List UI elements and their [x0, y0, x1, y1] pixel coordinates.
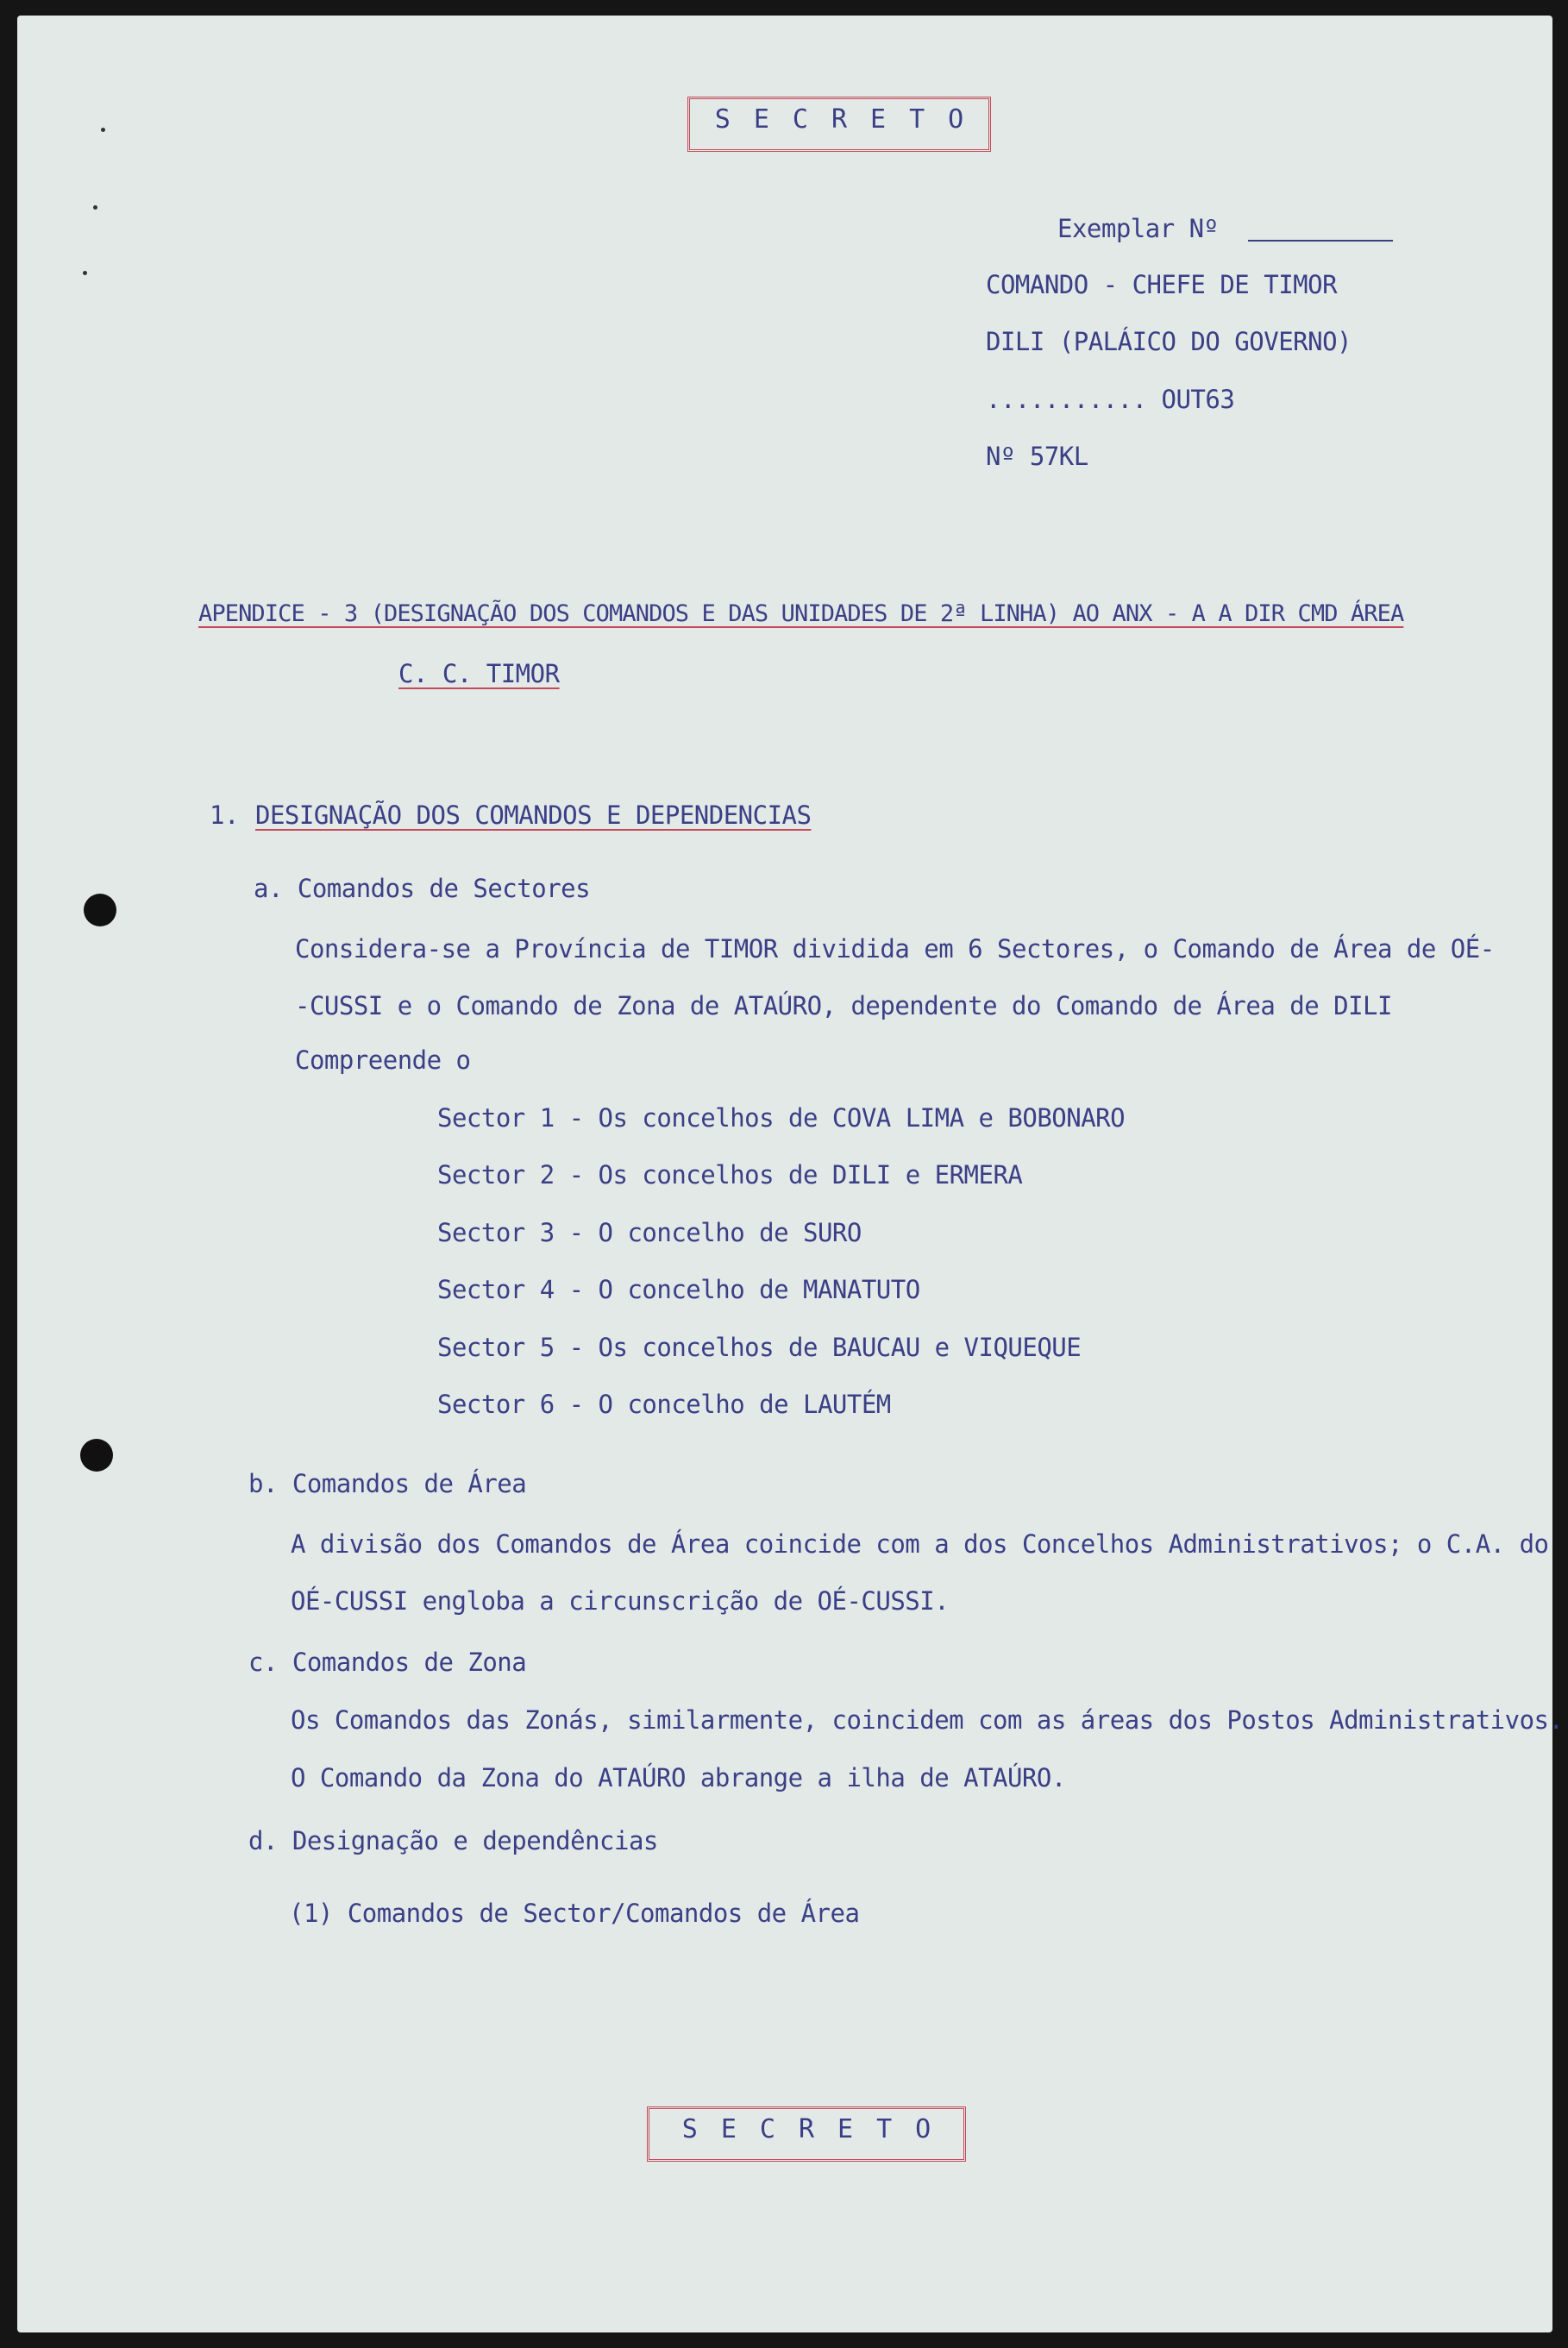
exemplar-label: Exemplar Nº — [1057, 214, 1219, 243]
item-c-text: Os Comandos das Zonás, similarmente, coincidem com as áreas dos Postos Administrativos. — [291, 1705, 1564, 1735]
secreto-stamp-top: SECRETO — [687, 97, 991, 152]
secreto-stamp-bottom: SECRETO — [647, 2106, 966, 2162]
paper-speck — [101, 128, 105, 132]
item-a-text: Considera-se a Província de TIMOR dividida em 6 Sectores, o Comando de Área de OÉ- — [295, 934, 1495, 964]
item-b-text: OÉ-CUSSI engloba a circunscrição de OÉ-CUSSI. — [291, 1586, 950, 1616]
exemplar-blank — [1248, 240, 1393, 242]
header-line-dili: DILI (PALÁICO DO GOVERNO) — [986, 327, 1352, 356]
item-a-text: -CUSSI e o Comando de Zona de ATAÚRO, dependente do Comando de Área de DILI — [295, 991, 1392, 1020]
sector-line: Sector 3 - O concelho de SURO — [437, 1218, 862, 1247]
sector-line: Sector 4 - O concelho de MANATUTO — [437, 1275, 920, 1304]
sector-line: Sector 5 - Os concelhos de BAUCAU e VIQUEQUE — [437, 1333, 1082, 1362]
item-c-text: O Comando da Zona do ATAÚRO abrange a ilha de ATAÚRO. — [291, 1763, 1066, 1792]
punch-hole — [84, 894, 116, 926]
sector-line: Sector 6 - O concelho de LAUTÉM — [437, 1390, 891, 1419]
punch-hole — [80, 1439, 113, 1472]
section-heading: DESIGNAÇÃO DOS COMANDOS E DEPENDENCIAS — [255, 800, 812, 830]
paper-speck — [83, 271, 87, 275]
sector-line: Sector 1 - Os concelhos de COVA LIMA e BOBONARO — [437, 1103, 1126, 1133]
item-a-text: Compreende o — [295, 1045, 471, 1075]
item-a-label: a. Comandos de Sectores — [254, 874, 591, 903]
item-c-label: c. Comandos de Zona — [248, 1648, 527, 1677]
header-line-date: ........... OUT63 — [986, 385, 1235, 414]
header-line-number: Nº 57KL — [986, 442, 1088, 471]
paper-speck — [93, 205, 97, 210]
section-number: 1. — [210, 800, 239, 830]
header-line-comando: COMANDO - CHEFE DE TIMOR — [986, 270, 1338, 299]
item-d-subitem: (1) Comandos de Sector/Comandos de Área — [289, 1899, 860, 1928]
item-b-label: b. Comandos de Área — [248, 1469, 527, 1498]
item-d-label: d. Designação e dependências — [248, 1826, 658, 1855]
sector-line: Sector 2 - Os concelhos de DILI e ERMERA — [437, 1160, 1023, 1190]
appendix-title: APENDICE - 3 (DESIGNAÇÃO DOS COMANDOS E DAS UNIDADES DE 2ª LINHA) AO ANX - A A DIR CMD ÁREA — [198, 600, 1404, 627]
appendix-subtitle: C. C. TIMOR — [398, 659, 560, 688]
item-b-text: A divisão dos Comandos de Área coincide com a dos Concelhos Administrativos; o C.A. do — [291, 1529, 1549, 1559]
